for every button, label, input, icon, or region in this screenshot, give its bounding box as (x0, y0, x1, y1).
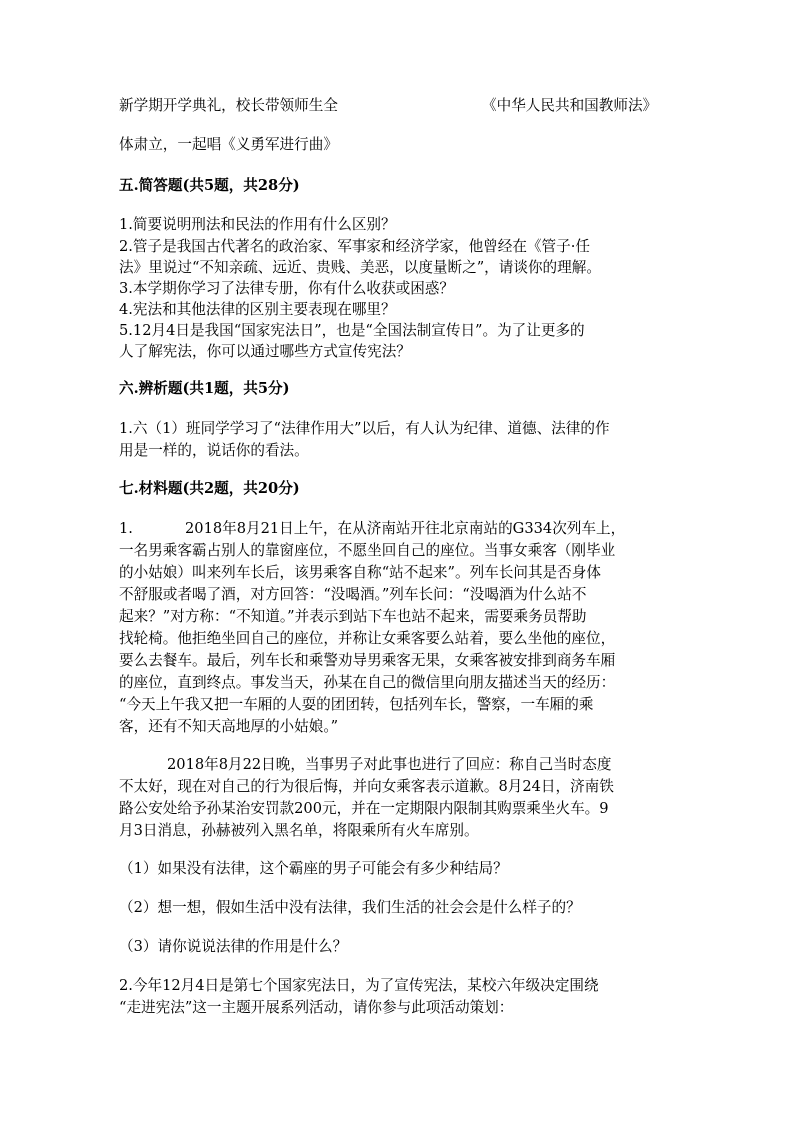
sub-question: （1）如果没有法律，这个霸座的男子可能会有多少种结局？ (119, 860, 508, 877)
match-left-line-1: 新学期开学典礼，校长带领师生全 (119, 97, 338, 114)
material-line: 2018年8月22日晚，当事男子对此事也进行了回应：称自己当时态度 (167, 756, 612, 773)
question-line: 3.本学期你学习了法律专册，你有什么收获或困惑？ (119, 280, 454, 297)
material-line: 2018年8月21日上午，在从济南站开往北京南站的G334次列车上， (185, 520, 626, 537)
material-line: 2.今年12月4日是第七个国家宪法日，为了宣传宪法，某校六年级决定围绕 (119, 977, 599, 994)
section-5-heading: 五.简答题(共5题，共28分) (119, 177, 300, 194)
match-left-line-2: 体肃立，一起唱《义勇军进行曲》 (119, 136, 338, 153)
question-line: 5.12月4日是我国“国家宪法日”，也是“全国法制宣传日”。为了让更多的 (119, 322, 585, 339)
section-6-heading: 六.辨析题(共1题，共5分) (119, 380, 290, 397)
material-line: “走进宪法”这一主题开展系列活动，请你参与此项活动策划： (119, 999, 514, 1016)
material-line: 不舒服或者喝了酒，对方回答：“没喝酒。”列车长问：“没喝酒为什么站不 (119, 586, 587, 603)
material-line: 月3日消息，孙赫被列入黑名单，将限乘所有火车席别。 (119, 822, 479, 839)
section-7-heading: 七.材料题(共2题，共20分) (119, 480, 300, 497)
sub-question: （3）请你说说法律的作用是什么？ (119, 938, 348, 955)
material-line: 找轮椅。他拒绝坐回自己的座位，并称让女乘客要么站着，要么坐他的座位， (119, 630, 616, 647)
question-line: 用是一样的，说话你的看法。 (119, 442, 309, 459)
material-line: 不太好，现在对自己的行为很后悔，并向女乘客表示道歉。8月24日，济南铁 (119, 778, 614, 795)
sub-question: （2）想一想，假如生活中没有法律，我们生活的社会会是什么样子的？ (119, 899, 581, 916)
question-line: 法》里说过“不知亲疏、远近、贵贱、美恶，以度量断之”，请谈你的理解。 (119, 259, 601, 276)
question-line: 人了解宪法，你可以通过哪些方式宣传宪法？ (119, 343, 411, 360)
material-line: 起来？”对方称：“不知道。”并表示到站下车也站不起来，需要乘务员帮助 (119, 608, 587, 625)
material-line: 的小姑娘）叫来列车长后，该男乘客自称“站不起来”。列车长问其是否身体 (119, 564, 601, 581)
match-right-item: 《中华人民共和国教师法》 (482, 97, 658, 114)
material-line: 的座位，直到终点。事发当天，孙某在自己的微信里向朋友描述当天的经历： (119, 674, 616, 691)
material-line: 一名男乘客霸占别人的靠窗座位，不愿坐回自己的座位。当事女乘客（刚毕业 (119, 542, 616, 559)
material-line: “今天上午我又把一车厢的人耍的团团转，包括列车长，警察，一车厢的乘 (119, 696, 594, 713)
question-line: 1.简要说明刑法和民法的作用有什么区别？ (119, 216, 396, 233)
question-line: 1.六（1）班同学学习了“法律作用大”以后，有人认为纪律、道德、法律的作 (119, 420, 610, 437)
question-number: 1. (119, 520, 133, 537)
material-line: 客，还有不知天高地厚的小姑娘。” (119, 718, 339, 735)
material-line: 路公安处给予孙某治安罚款200元，并在一定期限内限制其购票乘坐火车。9 (119, 800, 609, 817)
question-line: 4.宪法和其他法律的区别主要表现在哪里？ (119, 301, 396, 318)
question-line: 2.管子是我国古代著名的政治家、军事家和经济学家，他曾经在《管子·任 (119, 238, 590, 255)
material-line: 要么去餐车。最后，列车长和乘警劝导男乘客无果，女乘客被安排到商务车厢 (119, 652, 616, 669)
